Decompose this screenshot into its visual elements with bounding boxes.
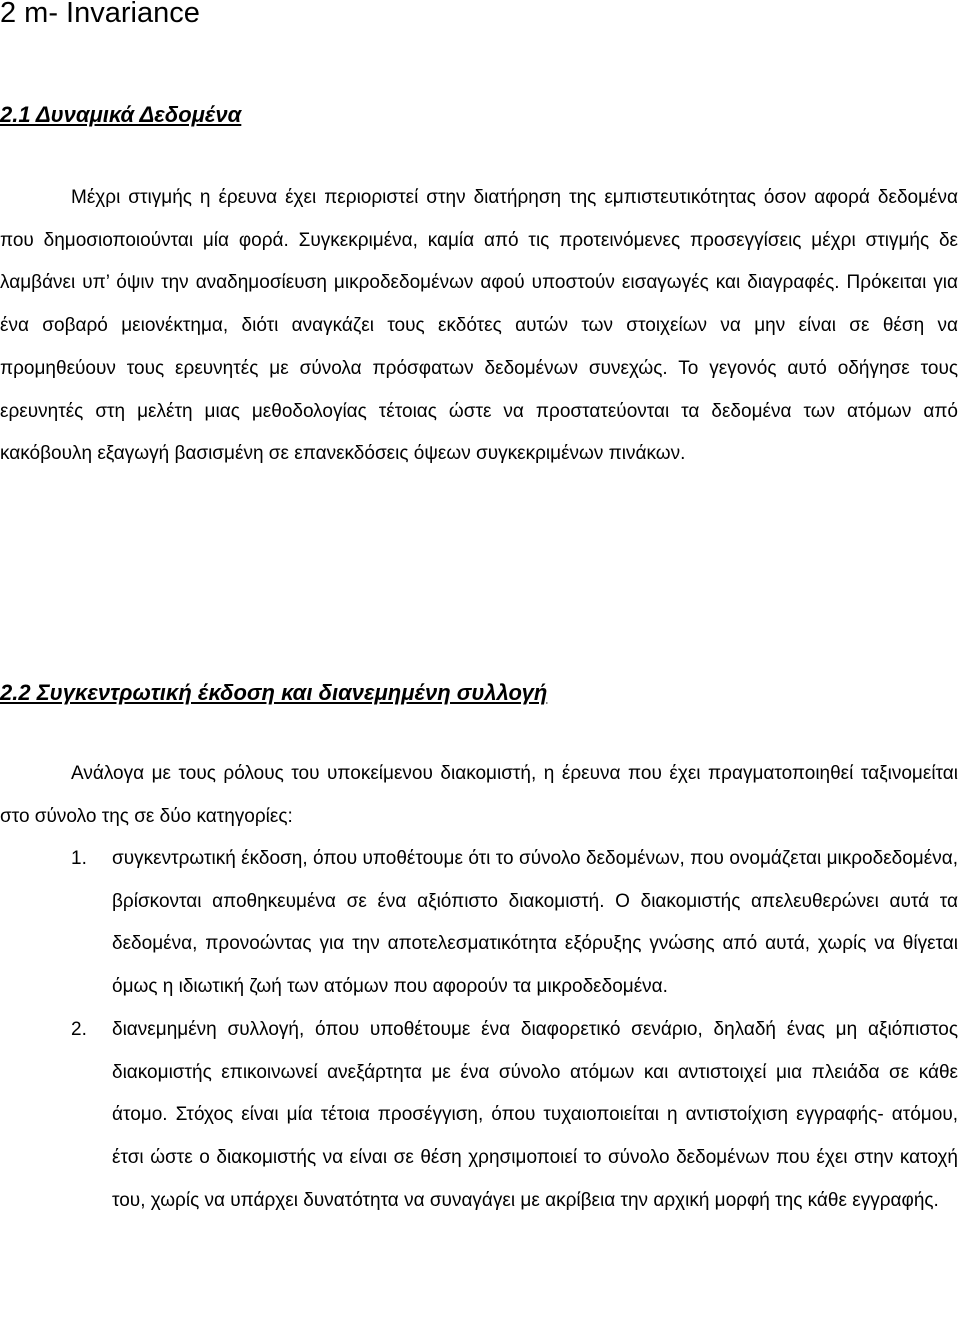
- list-item-text: διανεμημένη συλλογή, όπου υποθέτουμε ένα διαφορετικό σενάριο, δηλαδή ένας μη αξιόπιστος διακομιστής επικοινωνεί ανεξάρτητα με ένα σύνολο ατόμων και αντιστοιχεί μια πλειάδα σε κάθε άτομο. Στόχος είναι μία τέτοια προσέγγιση, όπου τυχαιοποιείται η αντιστοίχιση εγγραφής- ατόμου, έτσι ώστε ο διακομιστής να είναι σε θέση χρησιμοποιεί το σύνολο δεδομένων που έχει στην κατοχή του, χωρίς να υπάρχει δυνατότητα να συναγάγει με ακρίβεια την αρχική μορφή της κάθε εγγραφής.: [112, 1018, 958, 1211]
- section-paragraph: Ανάλογα με τους ρόλους του υποκείμενου διακομιστή, η έρευνα που έχει πραγματοποιηθεί ταξινομείται στο σύνολο της σε δύο κατηγορίες:: [0, 763, 958, 827]
- list-item-text: συγκεντρωτική έκδοση, όπου υποθέτουμε ότι το σύνολο δεδομένων, που ονομάζεται μικροδεδομένα, βρίσκονται αποθηκευμένα σε ένα αξιόπιστο διακομιστή. Ο διακομιστής απελευθερώνει αυτά τα δεδομένα, προνοώντας για την αποτελεσματικότητα εξόρυξης γνώσης από αυτά, χωρίς να θίγεται όμως η ιδιωτική ζωή των ατόμων που αφορούν τα μικροδεδομένα.: [112, 848, 958, 998]
- section-paragraph: Μέχρι στιγμής η έρευνα έχει περιοριστεί στην διατήρηση της εμπιστευτικότητας όσον αφορά δεδομένα που δημοσιοποιούνται μία φορά. Συγκεκριμένα, καμία από τις προτεινόμενες προσεγγίσεις μέχρι στιγμής δε λαμβάνει υπ’ όψιν την αναδημοσίευση μικροδεδομένων αφού υποστούν εισαγωγές και διαγραφές. Πρόκειται για ένα σοβαρό μειονέκτημα, διότι αναγκάζει τους εκδότες αυτών των στοιχείων να μην είναι σε θέση να προμηθεύουν τους ερευνητές με σύνολα πρόσφατων δεδομένων συνεχώς. Το γεγονός αυτό οδήγησε τους ερευνητές στη μελέτη μιας μεθοδολογίας τέτοιας ώστε να προστατεύονται τα δεδομένα των ατόμων από κακόβουλη εξαγωγή βασισμένη σε επανεκδόσεις όψεων συγκεκριμένων πινάκων.: [0, 187, 958, 465]
- list-item-number: 2.: [71, 1018, 87, 1040]
- category-list: [0, 838, 958, 1222]
- list-item: [0, 1009, 958, 1223]
- list-item-number: 1.: [71, 848, 87, 869]
- section-heading-dynamic-data: 2.1 Δυναμικά Δεδομένα: [0, 102, 242, 127]
- chapter-title: 2 m- Invariance: [0, 0, 200, 29]
- section-heading-centralized-publication: 2.2 Συγκεντρωτική έκδοση και διανεμημένη συλλογή: [0, 680, 548, 705]
- list-item: [0, 838, 958, 1009]
